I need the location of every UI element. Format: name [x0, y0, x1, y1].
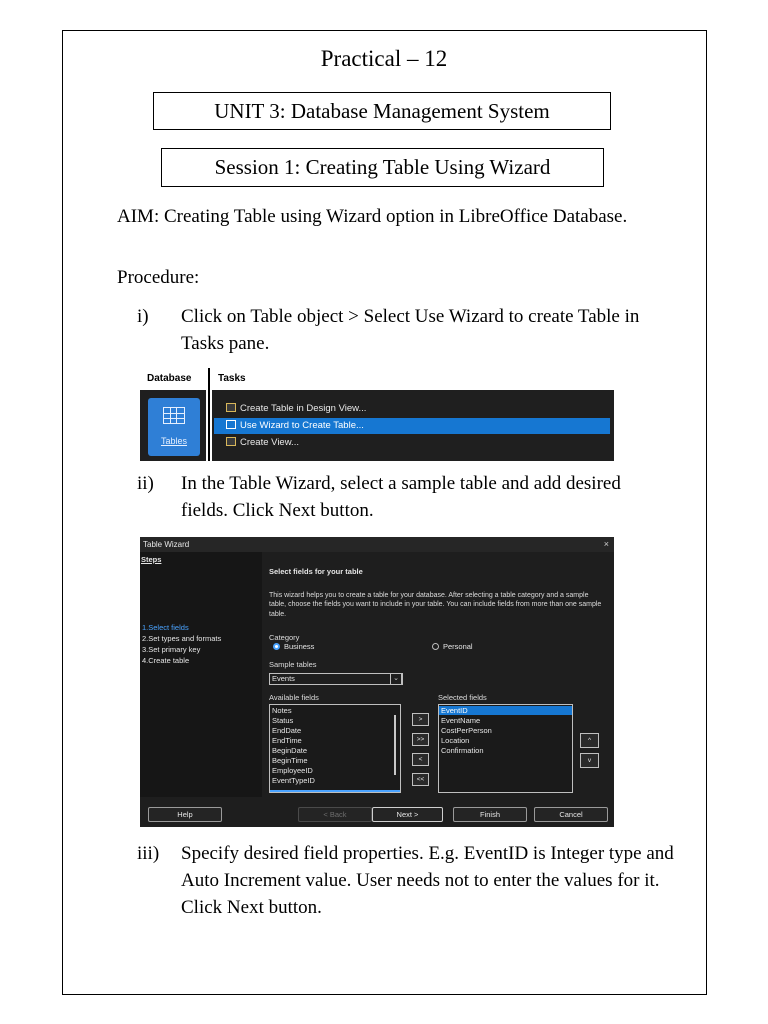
tables-label: Tables	[160, 436, 187, 446]
chevron-down-icon[interactable]: ⌄	[390, 673, 402, 685]
wizard-titlebar	[140, 537, 614, 552]
step-number: iii)	[137, 843, 160, 864]
remove-all-fields-button[interactable]: <<	[412, 773, 429, 786]
list-item[interactable]: EventName	[441, 716, 481, 725]
task-label: Create Table in Design View...	[240, 403, 367, 414]
list-item[interactable]: Notes	[272, 706, 292, 715]
tables-object-button[interactable]	[148, 398, 200, 456]
add-all-fields-button[interactable]: >>	[412, 733, 429, 746]
list-item[interactable]: EventID	[439, 706, 572, 715]
steps-title: Steps	[141, 555, 162, 564]
task-label: Create View...	[240, 437, 299, 448]
unit-heading-box: UNIT 3: Database Management System	[153, 92, 611, 130]
step-number: i)	[137, 306, 149, 327]
list-item[interactable]: BeginTime	[272, 756, 308, 765]
procedure-label: Procedure:	[117, 267, 200, 288]
wizard-steps-pane	[140, 552, 262, 797]
help-button[interactable]: Help	[148, 807, 222, 822]
category-business-radio[interactable]	[273, 642, 314, 651]
remove-field-button[interactable]: <	[412, 753, 429, 766]
procedure-step-2	[117, 470, 677, 530]
list-item[interactable]: EndTime	[272, 736, 302, 745]
radio-dot	[432, 643, 439, 650]
wizard-heading: Select fields for your table	[269, 567, 363, 576]
wizard-step-select-fields[interactable]: 1.Select fields	[142, 623, 189, 632]
database-header: Database	[140, 368, 206, 390]
sample-tables-value: Events	[272, 674, 295, 683]
procedure-step-1	[117, 303, 677, 363]
radio-label: Business	[284, 642, 315, 651]
task-create-table-design-view[interactable]	[214, 401, 610, 417]
step-text: In the Table Wizard, select a sample table and add desired fields. Click Next button.	[181, 473, 621, 521]
step-number: ii)	[137, 473, 154, 494]
step-text: Specify desired field properties. E.g. EventID is Integer type and Auto Increment value. User needs not to enter the values for it. Click Next button.	[181, 843, 674, 918]
wizard-intro-text: This wizard helps you to create a table for your database. After selecting a table category and a sample table, choose the fields you want to include in your table. You can include fields from more than one sample table.	[269, 592, 602, 618]
back-button[interactable]: < Back	[298, 807, 372, 822]
step-text: Click on Table object > Select Use Wizard to create Table in Tasks pane.	[181, 306, 640, 354]
list-item[interactable]: CostPerPerson	[441, 726, 492, 735]
list-item[interactable]: Confirmation	[441, 746, 484, 755]
radio-dot	[273, 643, 280, 650]
selected-fields-label: Selected fields	[438, 693, 487, 702]
task-create-view[interactable]	[214, 435, 610, 451]
list-item[interactable]: Status	[272, 716, 294, 725]
table-grid-icon	[163, 407, 185, 424]
sample-tables-dropdown[interactable]	[269, 673, 403, 685]
list-item[interactable]: EmployeeID	[272, 766, 313, 775]
table-wizard-screenshot	[140, 537, 614, 827]
practical-title: Practical – 12	[320, 46, 448, 71]
list-item[interactable]: BeginDate	[272, 746, 308, 755]
radio-label: Personal	[443, 642, 473, 651]
category-personal-radio[interactable]	[432, 642, 473, 651]
list-item[interactable]: EndDate	[272, 726, 302, 735]
cancel-button[interactable]: Cancel	[534, 807, 608, 822]
selected-fields-list[interactable]	[438, 704, 573, 793]
scrollbar[interactable]	[394, 715, 396, 775]
procedure-step-3	[117, 840, 707, 930]
task-label: Use Wizard to Create Table...	[240, 420, 364, 431]
view-icon	[226, 437, 236, 446]
next-button[interactable]: Next >	[372, 807, 443, 822]
design-view-icon	[226, 403, 236, 412]
add-field-button[interactable]: >	[412, 713, 429, 726]
wizard-icon	[226, 420, 236, 429]
list-item[interactable]: EventTypeID	[272, 776, 315, 785]
tasks-header: Tasks	[212, 368, 614, 390]
wizard-step-set-types[interactable]: 2.Set types and formats	[142, 634, 222, 643]
list-focus-line	[270, 790, 400, 792]
available-fields-list[interactable]	[269, 704, 401, 793]
available-fields-label: Available fields	[269, 693, 319, 702]
list-item[interactable]: Location	[441, 736, 470, 745]
session-heading-box: Session 1: Creating Table Using Wizard	[161, 148, 604, 187]
tasks-pane-screenshot	[140, 368, 614, 461]
sample-tables-label: Sample tables	[269, 660, 317, 669]
close-icon[interactable]: ×	[603, 539, 609, 549]
move-down-button[interactable]: v	[580, 753, 599, 768]
wizard-title: Table Wizard	[143, 540, 190, 549]
move-up-button[interactable]: ^	[580, 733, 599, 748]
task-use-wizard-create-table[interactable]	[214, 418, 610, 434]
wizard-step-primary-key[interactable]: 3.Set primary key	[142, 645, 201, 654]
category-label: Category	[269, 633, 300, 642]
wizard-step-create-table[interactable]: 4.Create table	[142, 656, 190, 665]
aim-text: AIM: Creating Table using Wizard option in LibreOffice Database.	[117, 206, 628, 227]
finish-button[interactable]: Finish	[453, 807, 527, 822]
